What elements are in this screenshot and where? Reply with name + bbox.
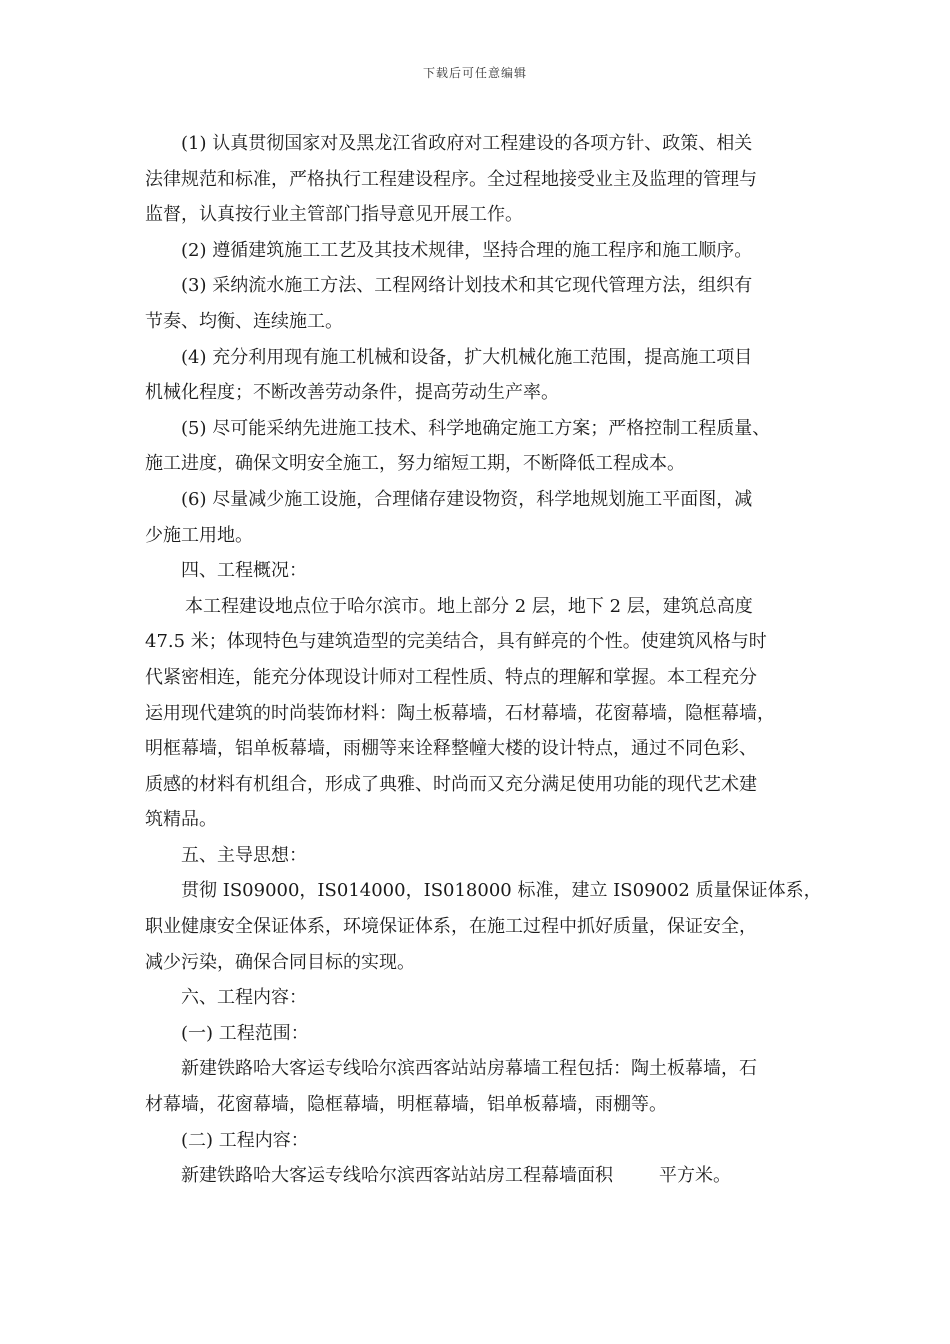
text-line: (6) 尽量减少施工设施，合理储存建设物资，科学地规划施工平面图，减 — [181, 488, 753, 510]
text-line: 47.5 米；体现特色与建筑造型的完美结合，具有鲜亮的个性。使建筑风格与时 — [145, 631, 767, 653]
text-line: (4) 充分利用现有施工机械和设备，扩大机械化施工范围，提高施工项目 — [181, 346, 753, 368]
text-line: 新建铁路哈大客运专线哈尔滨西客站站房幕墙工程包括：陶土板幕墙，石 — [181, 1058, 757, 1080]
text-line: 质感的材料有机组合，形成了典雅、时尚而又充分满足使用功能的现代艺术建 — [145, 773, 757, 795]
text-line: 代紧密相连，能充分体现设计师对工程性质、特点的理解和掌握。本工程充分 — [145, 666, 757, 688]
text-line: 法律规范和标准，严格执行工程建设程序。全过程地接受业主及监理的管理与 — [145, 168, 757, 190]
principle-item-4 — [145, 340, 815, 411]
principle-item-6 — [145, 482, 815, 553]
section-heading-contents: 六、工程内容： — [181, 987, 307, 1009]
contents-line — [145, 1158, 815, 1194]
text-line: 机械化程度；不断改善劳动条件，提高劳动生产率。 — [145, 382, 559, 404]
text-line: 贯彻 IS09000，IS014000，IS018000 标准，建立 IS09002 质量保证体系， — [181, 880, 822, 902]
document-body — [145, 126, 822, 1194]
text-line: 施工进度，确保文明安全施工，努力缩短工期，不断降低工程成本。 — [145, 453, 685, 475]
scope-paragraph — [145, 1051, 815, 1122]
principle-item-3 — [145, 268, 815, 339]
text-line: 运用现代建筑的时尚装饰材料：陶土板幕墙，石材幕墙，花窗幕墙，隐框幕墙， — [145, 702, 775, 724]
principle-item-2 — [145, 233, 815, 269]
principle-item-1 — [145, 126, 815, 233]
text-line: 本工程建设地点位于哈尔滨市。地上部分 2 层，地下 2 层，建筑总高度 — [185, 595, 753, 617]
text-line: 明框幕墙，铝单板幕墙，雨棚等来诠释整幢大楼的设计特点，通过不同色彩、 — [145, 738, 757, 760]
contents-unit: 平方米。 — [659, 1165, 731, 1187]
text-line: 监督，认真按行业主管部门指导意见开展工作。 — [145, 204, 523, 226]
text-line: 少施工用地。 — [145, 524, 253, 546]
principle-item-5 — [145, 411, 815, 482]
text-line: (2) 遵循建筑施工工艺及其技术规律，坚持合理的施工程序和施工顺序。 — [181, 239, 753, 261]
text-line: (1) 认真贯彻国家对及黑龙江省政府对工程建设的各项方针、政策、相关 — [181, 133, 753, 154]
section-heading-guiding-idea: 五、主导思想： — [181, 844, 307, 866]
text-line: (5) 尽可能采纳先进施工技术、科学地确定施工方案；严格控制工程质量、 — [181, 417, 771, 439]
text-line: 筑精品。 — [145, 809, 217, 831]
guiding-idea-paragraph — [145, 873, 822, 980]
section-heading-overview: 四、工程概况： — [181, 560, 307, 582]
text-line: 减少污染，确保合同目标的实现。 — [145, 951, 415, 973]
subsection-heading-scope: (一) 工程范围： — [181, 1022, 309, 1044]
subsection-heading-contents: (二) 工程内容： — [181, 1129, 309, 1151]
text-line: 节奏、均衡、连续施工。 — [145, 310, 343, 332]
text-line: 材幕墙，花窗幕墙，隐框幕墙，明框幕墙，铝单板幕墙，雨棚等。 — [145, 1094, 667, 1116]
page-header: 下载后可任意编辑 — [422, 66, 527, 80]
text-line: 职业健康安全保证体系，环境保证体系，在施工过程中抓好质量，保证安全， — [145, 916, 757, 938]
overview-paragraph — [145, 589, 815, 838]
contents-text: 新建铁路哈大客运专线哈尔滨西客站站房工程幕墙面积 — [181, 1165, 613, 1187]
text-line: (3) 采纳流水施工方法、工程网络计划技术和其它现代管理方法，组织有 — [181, 275, 753, 297]
